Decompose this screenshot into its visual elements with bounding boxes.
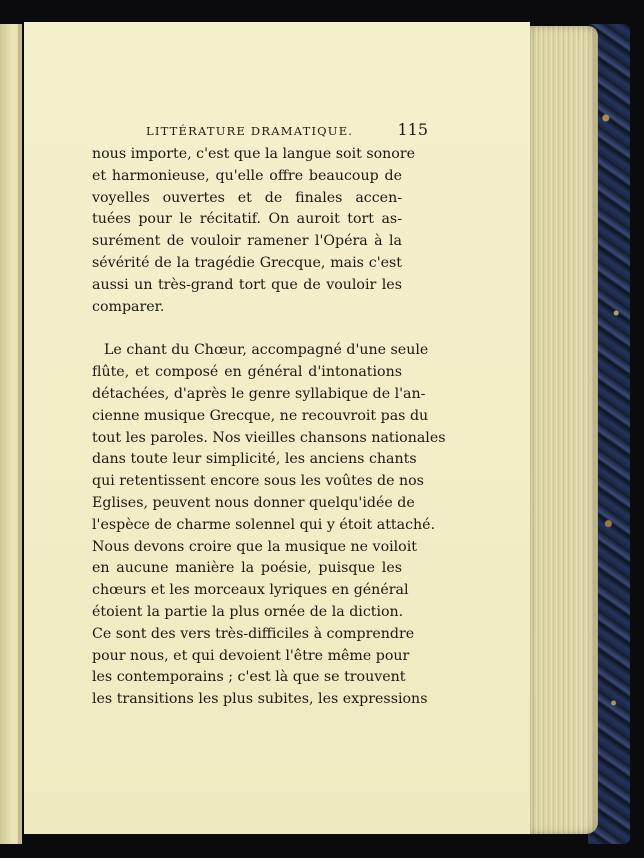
text-line: et harmonieuse, qu'elle offre beaucoup de (92, 167, 402, 184)
marbled-cover-pattern (598, 40, 624, 820)
text-line: qui retentissent encore sous les voûtes de nos (92, 473, 424, 490)
text-line: Le chant du Chœur, accompagné d'une seule (104, 342, 429, 359)
running-title: LITTÉRATURE DRAMATIQUE. (146, 124, 354, 138)
text-line: Nous devons croire que la musique ne voiloit (92, 538, 417, 555)
text-line: tuées pour le récitatif. On auroit tort as- (92, 211, 402, 228)
paragraph-1 (92, 144, 415, 318)
text-line: les contemporains ; c'est là que se trouvent (92, 669, 406, 686)
text-line: l'espèce de charme solennel qui y étoit attaché. (92, 516, 436, 533)
text-line: en aucune manière la poésie, puisque les (92, 560, 402, 577)
text-line: nous importe, c'est que la langue soit sonore (92, 146, 415, 162)
text-line: flûte, et composé en général d'intonations (92, 364, 402, 381)
text-line: cienne musique Grecque, ne recouvroit pas du (92, 407, 429, 424)
text-line: les transitions les plus subites, les expressions (92, 691, 428, 708)
paragraph-2 (92, 340, 446, 711)
text-line: tout les paroles. Nos vieilles chansons nationales (92, 429, 446, 446)
text-line: Eglises, peuvent nous donner quelqu'idée de (92, 494, 415, 511)
book-page (24, 22, 530, 834)
text-line: Ce sont des vers très-difficiles à comprendre (92, 625, 415, 642)
text-line: étoient la partie la plus ornée de la diction. (92, 603, 404, 620)
text-line: voyelles ouvertes et de finales accen- (92, 189, 402, 206)
page-stack-edges (520, 26, 598, 834)
text-line: sévérité de la tragédie Grecque, mais c'est (92, 254, 402, 271)
text-line: pour nous, et qui devoient l'être même pour (92, 647, 410, 664)
body-text (92, 144, 446, 711)
text-line: dans toute leur simplicité, les anciens chants (92, 451, 417, 468)
text-line: chœurs et les morceaux lyriques en général (92, 582, 409, 599)
paragraph-gap (92, 318, 402, 340)
text-line: aussi un très-grand tort que de vouloir les (92, 276, 402, 293)
text-line: comparer. (92, 298, 165, 315)
text-line: surément de vouloir ramener l'Opéra à la (92, 233, 402, 250)
text-line: détachées, d'après le genre syllabique de l'an- (92, 385, 426, 402)
running-head (96, 120, 428, 139)
page-number: 115 (397, 120, 428, 139)
